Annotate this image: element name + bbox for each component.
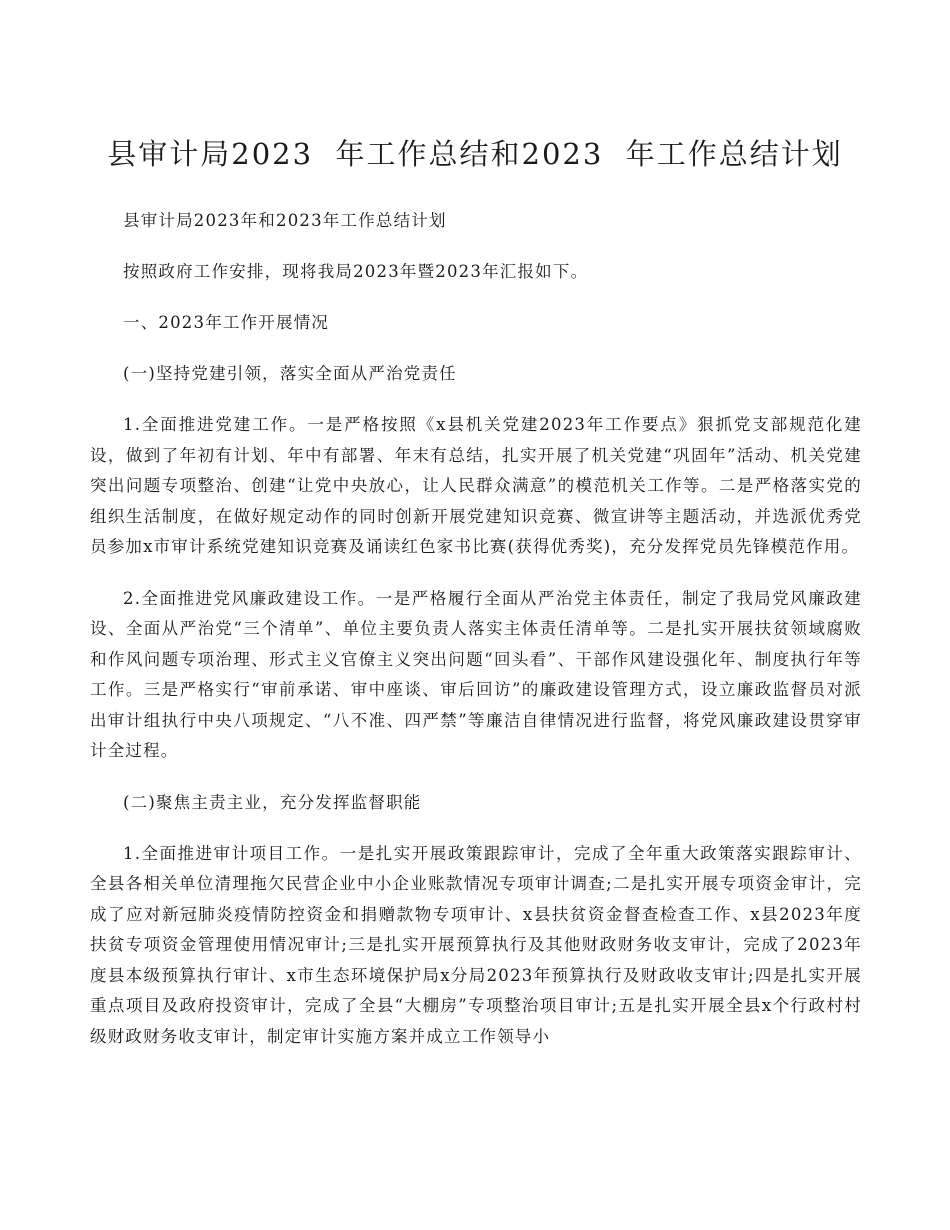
paragraph-subtitle: 县审计局2023年和2023年工作总结计划 — [123, 211, 447, 230]
subsection-heading-1: (一)坚持党建引领，落实全面从严治党责任 — [123, 364, 457, 383]
paragraph-audit-projects: 1.全面推进审计项目工作。一是扎实开展政策跟踪审计，完成了全年重大政策落实跟踪审计、全县各相关单位清理拖欠民营企业中小企业账款情况专项审计调查;二是扎实开展专项资金审计，完成了应对新冠肺炎疫情防控资金和捐赠款物专项审计、x县扶贫资金督查检查工作、x县2023年度扶贫专项资金管理使用情况审计;三是扎实开展预算执行及其他财政财务收支审计，完成了2023年度县本级预算执行审计、x市生态环境保护局x分局2023年预算执行及财政收支审计;四是扎实开展重点项目及政府投资审计，完成了全县“大棚房”专项整治项目审计;五是扎实开展全县x个行政村村级财政财务收支审计，制定审计实施方案并成立工作领导小 — [90, 843, 862, 1046]
paragraph-party-building: 1.全面推进党建工作。一是严格按照《x县机关党建2023年工作要点》狠抓党支部规范化建设，做到了年初有计划、年中有部署、年末有总结，扎实开展了机关党建“巩固年”活动、机关党建突出问题专项整治、创建“让党中央放心，让人民群众满意”的模范机关工作等。二是严格落实党的组织生活制度，在做好规定动作的同时创新开展党建知识竞赛、微宣讲等主题活动，并选派优秀党员参加x市审计系统党建知识竞赛及诵读红色家书比赛(获得优秀奖)，充分发挥党员先锋模范作用。 — [90, 415, 862, 556]
paragraph-clean-government: 2.全面推进党风廉政建设工作。一是严格履行全面从严治党主体责任，制定了我局党风廉政建设、全面从严治党“三个清单”、单位主要负责人落实主体责任清单等。二是扎实开展扶贫领域腐败和作风问题专项治理、形式主义官僚主义突出问题“回头看”、干部作风建设强化年、制度执行年等工作。三是严格实行“审前承诺、审中座谈、审后回访”的廉政建设管理方式，设立廉政监督员对派出审计组执行中央八项规定、“八不准、四严禁”等廉洁自律情况进行监督，将党风廉政建设贯穿审计全过程。 — [90, 588, 862, 760]
document-title: 县审计局2023 年工作总结和2023 年工作总结计划 — [107, 137, 843, 171]
paragraph-intro: 按照政府工作安排，现将我局2023年暨2023年汇报如下。 — [123, 262, 589, 281]
document-body — [90, 206, 862, 1073]
subsection-heading-2: (二)聚焦主责主业，充分发挥监督职能 — [123, 792, 422, 812]
section-heading-1: 一、2023年工作开展情况 — [123, 313, 330, 332]
